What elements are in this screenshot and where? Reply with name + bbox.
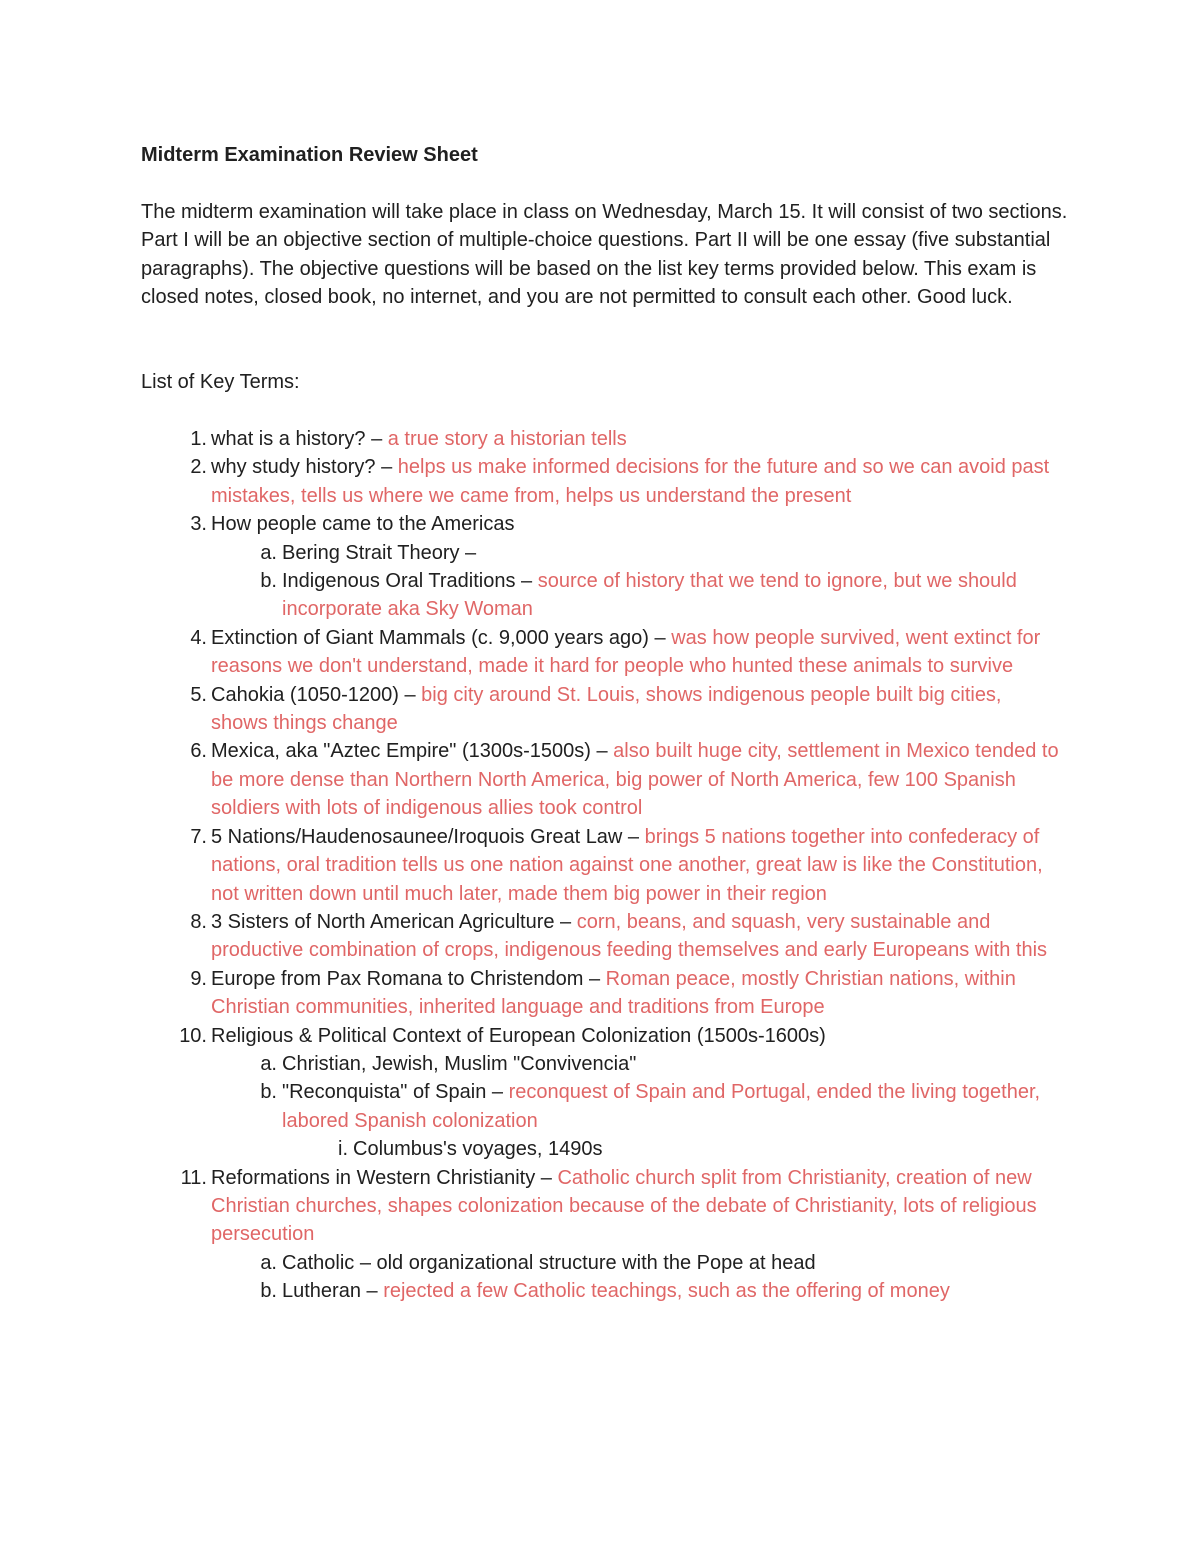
term-note: Catholic church split from Christianity, creation of new Christian churches, shapes colonization because of the debate of Christianity, lots of religious persecution bbox=[211, 1166, 1037, 1246]
sub-list bbox=[211, 1249, 1061, 1306]
term-text: Columbus's voyages, 1490s bbox=[353, 1138, 603, 1161]
key-terms-heading: List of Key Terms: bbox=[141, 371, 300, 393]
list-marker: 6. bbox=[190, 740, 207, 763]
list-item bbox=[141, 453, 1061, 510]
list-marker: 1. bbox=[190, 428, 207, 450]
term-text: 3 Sisters of North American Agriculture – bbox=[211, 910, 577, 933]
term-text: Europe from Pax Romana to Christendom – bbox=[211, 967, 606, 990]
list-item bbox=[141, 681, 1061, 738]
term-note: helps us make informed decisions for the future and so we can avoid past mistakes, tells us where we came from, helps us understand the present bbox=[211, 456, 1050, 507]
term-text: How people came to the Americas bbox=[211, 513, 515, 536]
list-marker: 2. bbox=[190, 456, 207, 479]
list-item bbox=[141, 737, 1061, 822]
term-note: reconquest of Spain and Portugal, ended the living together, labored Spanish colonization bbox=[282, 1081, 1041, 1132]
list-marker: a. bbox=[260, 1052, 277, 1075]
term-text: Cahokia (1050-1200) – bbox=[211, 683, 422, 706]
term-text: Religious & Political Context of European Colonization (1500s-1600s) bbox=[211, 1024, 826, 1047]
list-marker: a. bbox=[260, 1251, 277, 1274]
list-marker: 7. bbox=[190, 825, 207, 848]
term-note: big city around St. Louis, shows indigenous people built big cities, shows things change bbox=[211, 683, 1002, 735]
term-text: Reformations in Western Christianity – bbox=[211, 1166, 558, 1189]
sub-sub-list-item bbox=[282, 1135, 1061, 1163]
sub-list-item bbox=[211, 1078, 1061, 1163]
term-text: Mexica, aka "Aztec Empire" (1300s-1500s) – bbox=[211, 740, 614, 763]
list-item bbox=[141, 624, 1061, 681]
term-note: brings 5 nations together into confederacy of nations, oral tradition tells us one nation against one another, great law is like the Constitution, not written down until much later, made them big power in their region bbox=[211, 825, 1043, 905]
term-note: corn, beans, and squash, very sustainable and productive combination of crops, indigenous feeding themselves and early Europeans with this bbox=[211, 910, 1048, 962]
list-marker: b. bbox=[260, 570, 277, 593]
list-marker: 9. bbox=[190, 967, 207, 990]
term-note: rejected a few Catholic teachings, such as the offering of money bbox=[383, 1280, 950, 1303]
list-marker: 5. bbox=[190, 683, 207, 706]
sub-list bbox=[211, 539, 1061, 624]
list-item bbox=[141, 510, 1061, 624]
page-title: Midterm Examination Review Sheet bbox=[141, 144, 478, 166]
sub-list-item bbox=[211, 1249, 1061, 1277]
sub-list-item bbox=[211, 1277, 1061, 1305]
list-item bbox=[141, 1164, 1061, 1306]
list-marker: i. bbox=[338, 1138, 348, 1161]
list-marker: 8. bbox=[190, 910, 207, 933]
term-note: also built huge city, settlement in Mexico tended to be more dense than Northern North America, big power of North America, few 100 Spanish soldiers with lots of indigenous allies took control bbox=[211, 740, 1059, 820]
sub-list-item bbox=[211, 539, 1061, 567]
sub-list-item bbox=[211, 1050, 1061, 1078]
list-marker: a. bbox=[260, 541, 277, 564]
term-text: why study history? – bbox=[211, 456, 398, 479]
term-note: a true story a historian tells bbox=[387, 428, 627, 450]
term-note: source of history that we tend to ignore, but we should incorporate aka Sky Woman bbox=[282, 570, 1017, 621]
key-terms-list bbox=[141, 425, 1061, 1306]
term-text: what is a history? – bbox=[211, 428, 388, 450]
sub-list-item bbox=[211, 567, 1061, 624]
list-marker: b. bbox=[260, 1280, 277, 1303]
list-item bbox=[141, 965, 1061, 1022]
list-marker: 4. bbox=[190, 626, 207, 649]
intro-paragraph: The midterm examination will take place in class on Wednesday, March 15. It will consist of two sections. Part I will be an objective section of multiple-choice questions. Part II will be one essay (five substantial paragraphs). The objective questions will be based on the list key terms provided below. This exam is closed notes, closed book, no internet, and you are not permitted to consult each other. Good luck. bbox=[141, 201, 1068, 309]
term-text: Indigenous Oral Traditions – bbox=[282, 570, 538, 593]
list-item bbox=[141, 908, 1061, 965]
list-item bbox=[141, 1022, 1061, 1164]
list-item bbox=[141, 823, 1061, 908]
list-marker: 10. bbox=[179, 1024, 207, 1047]
term-text: Extinction of Giant Mammals (c. 9,000 years ago) – bbox=[211, 626, 672, 649]
list-marker: 11. bbox=[180, 1166, 207, 1189]
term-text: Christian, Jewish, Muslim "Convivencia" bbox=[282, 1052, 637, 1075]
term-text: "Reconquista" of Spain – bbox=[282, 1081, 509, 1104]
term-text: Catholic – old organizational structure with the Pope at head bbox=[282, 1251, 816, 1274]
term-note: was how people survived, went extinct for reasons we don't understand, made it hard for people who hunted these animals to survive bbox=[211, 626, 1041, 678]
sub-list bbox=[282, 1135, 1061, 1163]
term-text: Bering Strait Theory – bbox=[282, 541, 477, 564]
list-marker: 3. bbox=[190, 513, 207, 536]
list-marker: b. bbox=[260, 1081, 277, 1104]
term-text: 5 Nations/Haudenosaunee/Iroquois Great Law – bbox=[211, 825, 645, 848]
sub-list bbox=[211, 1050, 1061, 1164]
term-text: Lutheran – bbox=[282, 1280, 384, 1303]
term-note: Roman peace, mostly Christian nations, within Christian communities, inherited language and traditions from Europe bbox=[211, 967, 1016, 1019]
list-item bbox=[141, 425, 1061, 453]
